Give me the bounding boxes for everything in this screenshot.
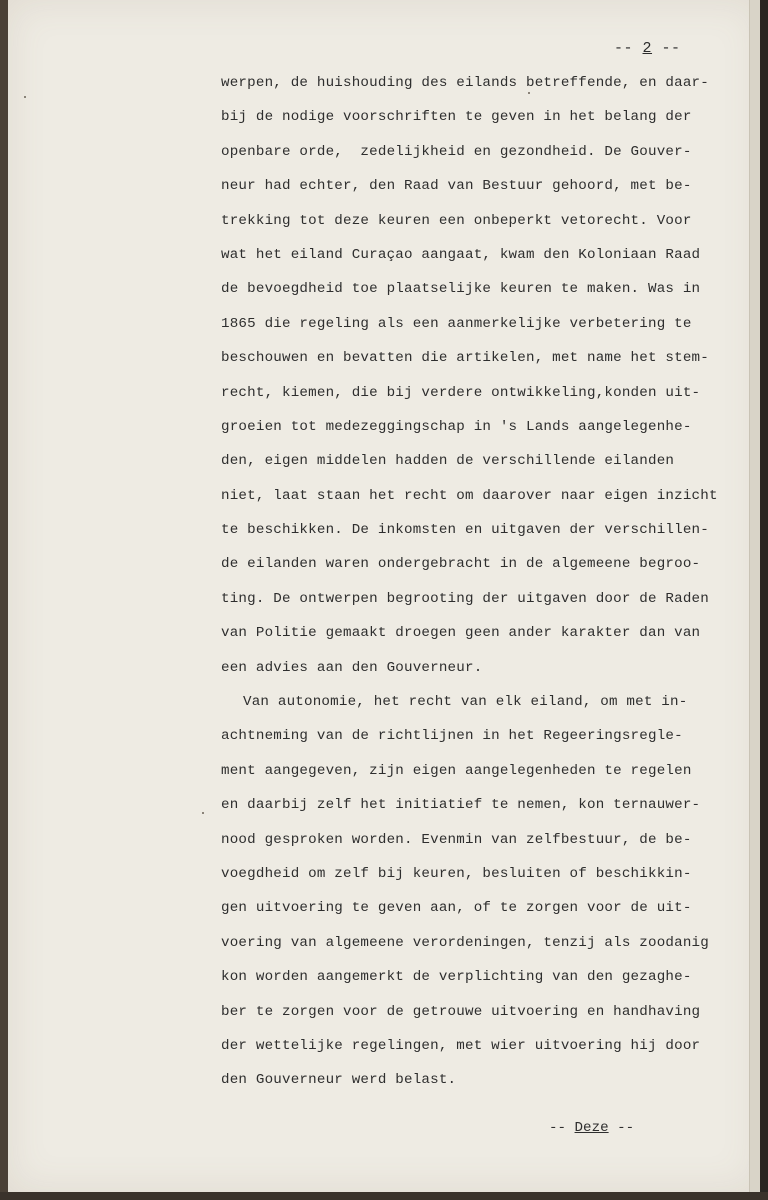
text-line: voegdheid om zelf bij keuren, besluiten of beschikkin- — [221, 865, 692, 882]
text-line: 1865 die regeling als een aanmerkelijke verbetering te — [221, 315, 692, 332]
text-line: werpen, de huishouding des eilands betreffende, en daar- — [221, 75, 709, 91]
text-line: kon worden aangemerkt de verplichting van den gezaghe- — [221, 969, 692, 986]
page-number — [614, 40, 681, 57]
text-line: beschouwen en bevatten die artikelen, met name het stem- — [221, 350, 709, 367]
text-line: trekking tot deze keuren een onbeperkt vetorecht. Voor — [221, 212, 692, 229]
catchword — [549, 1120, 634, 1136]
page-margin-strip — [749, 0, 760, 1192]
catchword-value: Deze — [574, 1120, 609, 1136]
catchword-suffix: -- — [608, 1120, 635, 1136]
text-line: bij de nodige voorschriften te geven in het belang der — [221, 109, 692, 126]
paper-speck — [202, 812, 204, 814]
text-line: gen uitvoering te geven aan, of te zorgen voor de uit- — [221, 900, 692, 917]
page-number-value: 2 — [642, 40, 653, 57]
text-line: openbare orde, zedelijkheid en gezondheid. De Gouver- — [221, 143, 692, 160]
text-line: den, eigen middelen hadden de verschillende eilanden — [221, 453, 675, 470]
text-line: ment aangegeven, zijn eigen aangelegenheden te regelen — [221, 762, 692, 779]
text-line: nood gesproken worden. Evenmin van zelfbestuur, de be- — [221, 831, 692, 848]
paper-speck — [24, 96, 26, 98]
text-line: den Gouverneur werd belast. — [221, 1072, 457, 1089]
body-text — [221, 66, 741, 1098]
text-line: voering van algemeene verordeningen, tenzij als zoodanig — [221, 934, 709, 951]
text-line: recht, kiemen, die bij verdere ontwikkeling,konden uit- — [221, 384, 701, 401]
text-line: neur had echter, den Raad van Bestuur gehoord, met be- — [221, 178, 692, 195]
paper-speck — [528, 92, 530, 94]
text-line: der wettelijke regelingen, met wier uitvoering hij door — [221, 1037, 701, 1054]
text-line: wat het eiland Curaçao aangaat, kwam den Koloniaan Raad — [221, 246, 701, 263]
paragraph-start-line: Van autonomie, het recht van elk eiland, om met in- — [243, 694, 688, 711]
text-line: en daarbij zelf het initiatief te nemen, kon ternauwer- — [221, 797, 701, 814]
text-line: een advies aan den Gouverneur. — [221, 659, 483, 676]
text-line: ber te zorgen voor de getrouwe uitvoering en handhaving — [221, 1003, 701, 1020]
text-line: te beschikken. De inkomsten en uitgaven der verschillen- — [221, 522, 709, 539]
text-line: ting. De ontwerpen begrooting der uitgaven door de Raden — [221, 590, 709, 607]
text-line: groeien tot medezeggingschap in 's Lands aangelegenhe- — [221, 418, 692, 435]
text-line: de eilanden waren ondergebracht in de algemeene begroo- — [221, 556, 701, 573]
text-line: van Politie gemaakt droegen geen ander karakter dan van — [221, 625, 701, 642]
text-line: niet, laat staan het recht om daarover naar eigen inzicht — [221, 487, 718, 504]
text-line: achtneming van de richtlijnen in het Regeeringsregle- — [221, 728, 683, 745]
page-number-suffix: -- — [652, 40, 681, 57]
catchword-prefix: -- — [549, 1120, 575, 1136]
bottom-edge — [0, 1192, 768, 1200]
binding-edge — [0, 0, 8, 1200]
text-line: de bevoegdheid toe plaatselijke keuren te maken. Was in — [221, 281, 701, 298]
page-number-prefix: -- — [614, 40, 643, 57]
